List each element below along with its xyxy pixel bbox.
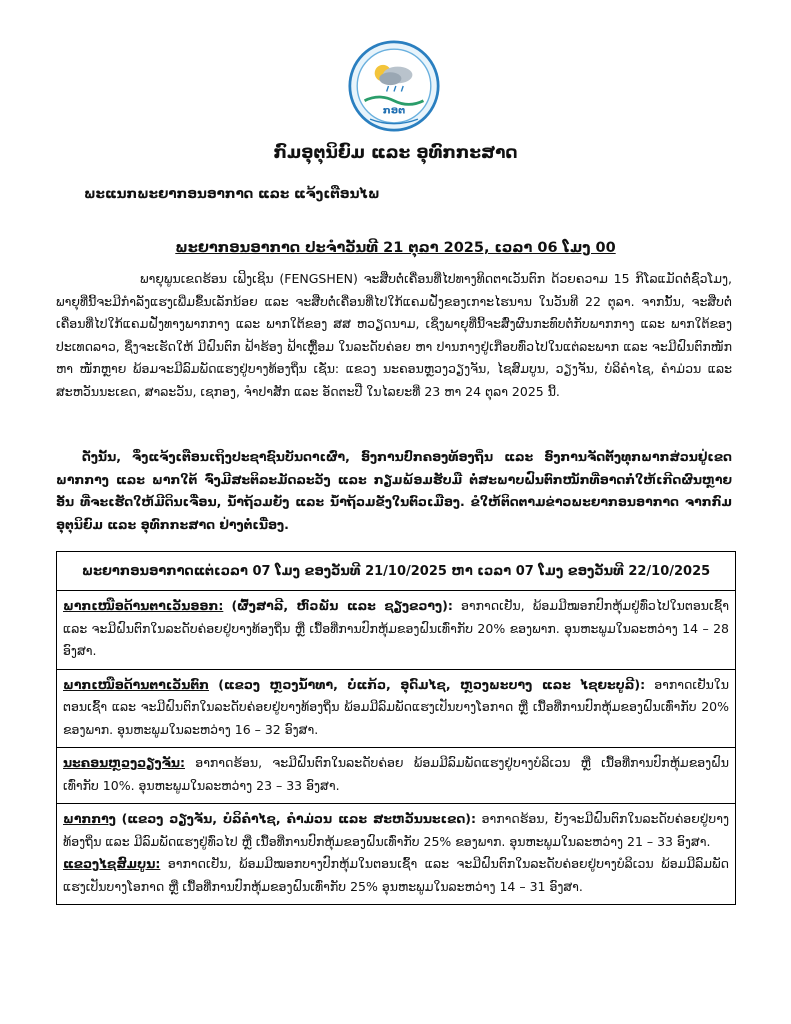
region-provinces: (ຜົ້ງສາລີ, ຫົວພັນ ແລະ ຊຽງຂວາງ):	[231, 598, 453, 613]
region-forecast-text: ອາກາດເຢັນ, ພ້ອມມີໝອກບາງປົກຫຸ້ມໃນຕອນເຊົ້າ ແລະ ຈະມີຝົນຕົກໃນລະດັບຄ່ອຍຢູ່ບາງບໍລິເວນ ພ້ອມມີລົມພັດແຮງເປັນບາງໂອກາດ ຫຼື ເນື້ອທີ່ການປົກຫຸ້ມຂອງຝົນເທົ່າກັບ 25% ອຸນຫະພູມໃນລະຫວ່າງ 14 – 31 ອົງສາ.	[63, 856, 729, 894]
region-name: ແຂວງໄຊສົມບູນ:	[63, 856, 161, 871]
region-name: ພາກກາງ	[63, 811, 116, 826]
forecast-title: ພະຍາກອນອາກາດ ປະຈໍາວັນທີ 21 ຕຸລາ 2025, ເວລາ 06 ໂມງ 00	[175, 240, 616, 256]
department-title: ກົມອຸຕຸນິຍົມ ແລະ ອຸທົກກະສາດ	[273, 143, 518, 163]
regional-forecast-box	[56, 551, 736, 905]
region-forecast-text: ອາກາດເຢັນໃນຕອນເຊົ້າ ແລະ ຈະມີຝົນຕົກໃນລະດັບຄ່ອຍຢູ່ບາງທ້ອງຖິ່ນ ພ້ອມມີລົມພັດແຮງເປັນບາງໂອກາດ ຫຼື ເນື້ອທີ່ການປົກຫຸ້ມຂອງຝົນເທົ່າກັບ 20% ຂອງພາກ. ອຸນຫະພູມໃນລະຫວ່າງ 16 – 32 ອົງສາ.	[63, 676, 729, 737]
region-north-east	[57, 591, 735, 670]
region-forecast-text: ອາກາດຮ້ອນ, ຍັງຈະມີຝົນຕົກໃນລະດັບຄ່ອຍຢູ່ບາງທ້ອງຖິ່ນ ແລະ ມີລົມພັດແຮງຢູ່ທົ່ວໄປ ຫຼື ເນື້ອທີ່ການປົກຫຸ້ມຂອງຝົນເທົ່າກັບ 25% ຂອງພາກ. ອຸນຫະພູມໃນລະຫວ່າງ 21 – 33 ອົງສາ.	[63, 811, 729, 849]
region-vientiane-capital	[57, 748, 735, 804]
warning-paragraph: ດັ່ງນັ້ນ, ຈຶ່ງແຈ້ງເຕືອນເຖິງປະຊາຊົນບັນດາເຜົ່າ, ອົງການປົກຄອງທ້ອງຖິ່ນ ແລະ ອົງການຈັດຕັ້ງທຸກພາກສ່ວນຢູ່ເຂດພາກກາງ ແລະ ພາກໃຕ້ ຈົ່ງມີສະຕິລະມັດລະວັງ ແລະ ກຽມພ້ອມຮັບມື ຕໍ່ສະພາບຝົນຕົກໜັກທີ່ອາດກໍ່ໃຫ້ເກີດຜົນຫຼາຍອັນ ທີ່ຈະເຮັດໃຫ້ມີດິນເຈື່ອນ, ນໍ້າຖ້ວມຍັງ ແລະ ນໍ້າຖ້ວມຂັງໃນຕົວເມືອງ. ຂໍໃຫ້ຕິດຕາມຂ່າວພະຍາກອນອາກາດ ຈາກກົມອຸຕຸນິຍົມ ແລະ ອຸທົກກະສາດ ຢ່າງຕໍ່ເນື່ອງ.	[56, 449, 732, 532]
region-forecast-text: ອາກາດເຢັນ, ພ້ອມມີໝອກປົກຫຸ້ມຢູ່ທົ່ວໄປໃນຕອນເຊົ້າ ແລະ ຈະມີຝົນຕົກໃນລະດັບຄ່ອຍຢູ່ບາງທ້ອງຖິ່ນ ຫຼື ເນື້ອທີ່ການປົກຫຸ້ມຂອງຝົນເທົ່າກັບ 20% ຂອງພາກ. ອຸນຫະພູມໃນລະຫວ່າງ 14 – 28 ອົງສາ.	[63, 598, 729, 658]
region-central	[57, 804, 735, 904]
region-name: ພາກເໜືອດ້ານຕາເວັນອອກ:	[63, 598, 224, 613]
logo-text: ກອຕ	[382, 105, 406, 117]
region-provinces: (ແຂວງ ຫຼວງນໍ້າທາ, ບໍ່ແກ້ວ, ອຸດົມໄຊ, ຫຼວງພະບາງ ແລະ ໄຊຍະບູລີ):	[218, 676, 646, 692]
region-xaisomboun	[63, 853, 729, 898]
department-logo	[348, 40, 440, 132]
forecast-box-heading: ພະຍາກອນອາກາດແຕ່ເວລາ 07 ໂມງ ຂອງວັນທີ 21/10/2025 ຫາ ເວລາ 07 ໂມງ ຂອງວັນທີ 22/10/2025	[57, 552, 735, 591]
synopsis-paragraph: ພາຍຸພູນເຂດຮ້ອນ ເຟິງເຊິນ (FENGSHEN) ຈະສືບຕໍ່ເຄື່ອນທີ່ໄປທາງທິດຕາເວັນຕົກ ດ້ວຍຄວາມ 15 ກິໂລແມັດຕໍ່ຊົ່ວໂມງ, ພາຍຸທີ່ນີ້ຈະມີກໍາລັງແຮງເພີ່ມຂຶ້ນເລັກນ້ອຍ ແລະ ຈະສືບຕໍ່ເຄື່ອນທີ່ໄປໃກ້ແຄມຝັ່ງຂອງເກາະໄຮນານ ໃນວັນທີ 22 ຕຸລາ. ຈາກນັ້ນ, ຈະສືບຕໍ່ເຄື່ອນທີ່ໄປໃກ້ແຄມຝັ່ງທາງພາກກາງ ແລະ ພາກໃຕ້ຂອງ ສສ ຫວຽດນາມ, ເຊິ່ງພາຍຸທີ່ນີ້ຈະສົ່ງຜົນກະທົບຕໍ່ກັບພາກກາງ ແລະ ພາກໃຕ້ຂອງປະເທດລາວ, ຊຶ່ງຈະເຮັດໃຫ້ ມີຝົນຕົກ ຟ້າຮ້ອງ ຟ້າເຫຼື້ອມ ໃນລະດັບຄ່ອຍ ຫາ ປານກາງຢູ່ເກືອບທົ່ວໄປໃນແຕ່ລະພາກ ແລະ ຈະມີຝົນຕົກໜັກ ຫາ ໜັກຫຼາຍ ພ້ອມຈະມີລົມພັດແຮງຢູ່ບາງທ້ອງຖິ່ນ ເຊັ່ນ: ແຂວງ ນະຄອນຫຼວງວຽງຈັນ, ໄຊສົມບູນ, ວຽງຈັນ, ບໍລິຄໍາໄຊ, ຄໍາມ່ວນ ແລະ ສະຫວັນນະເຂດ, ສາລະວັນ, ເຊກອງ, ຈໍາປາສັກ ແລະ ອັດຕະປື ໃນໄລຍະທີ່ 23 ຫາ 24 ຕຸລາ 2025 ນີ້.	[56, 271, 732, 399]
region-north-west	[57, 670, 735, 749]
region-provinces: (ແຂວງ ວຽງຈັນ, ບໍລິຄໍາໄຊ, ຄໍາມ່ວນ ແລະ ສະຫວັນນະເຂດ):	[121, 811, 476, 826]
division-title: ພະແນກພະຍາກອນອາກາດ ແລະ ແຈ້ງເຕືອນໄພ	[84, 186, 380, 202]
region-name: ພາກເໜືອດ້ານຕາເວັນຕົກ	[63, 676, 210, 692]
region-forecast-text: ອາກາດຮ້ອນ, ຈະມີຝົນຕົກໃນລະດັບຄ່ອຍ ພ້ອມມີລົມພັດແຮງຢູ່ບາງບໍລິເວນ ຫຼື ເນື້ອທີ່ການປົກຫຸ້ມຂອງຝົນເທົ່າກັບ 10%. ອຸນຫະພູມໃນລະຫວ່າງ 23 – 33 ອົງສາ.	[63, 755, 729, 793]
region-name: ນະຄອນຫຼວງວຽງຈັນ:	[63, 755, 185, 770]
